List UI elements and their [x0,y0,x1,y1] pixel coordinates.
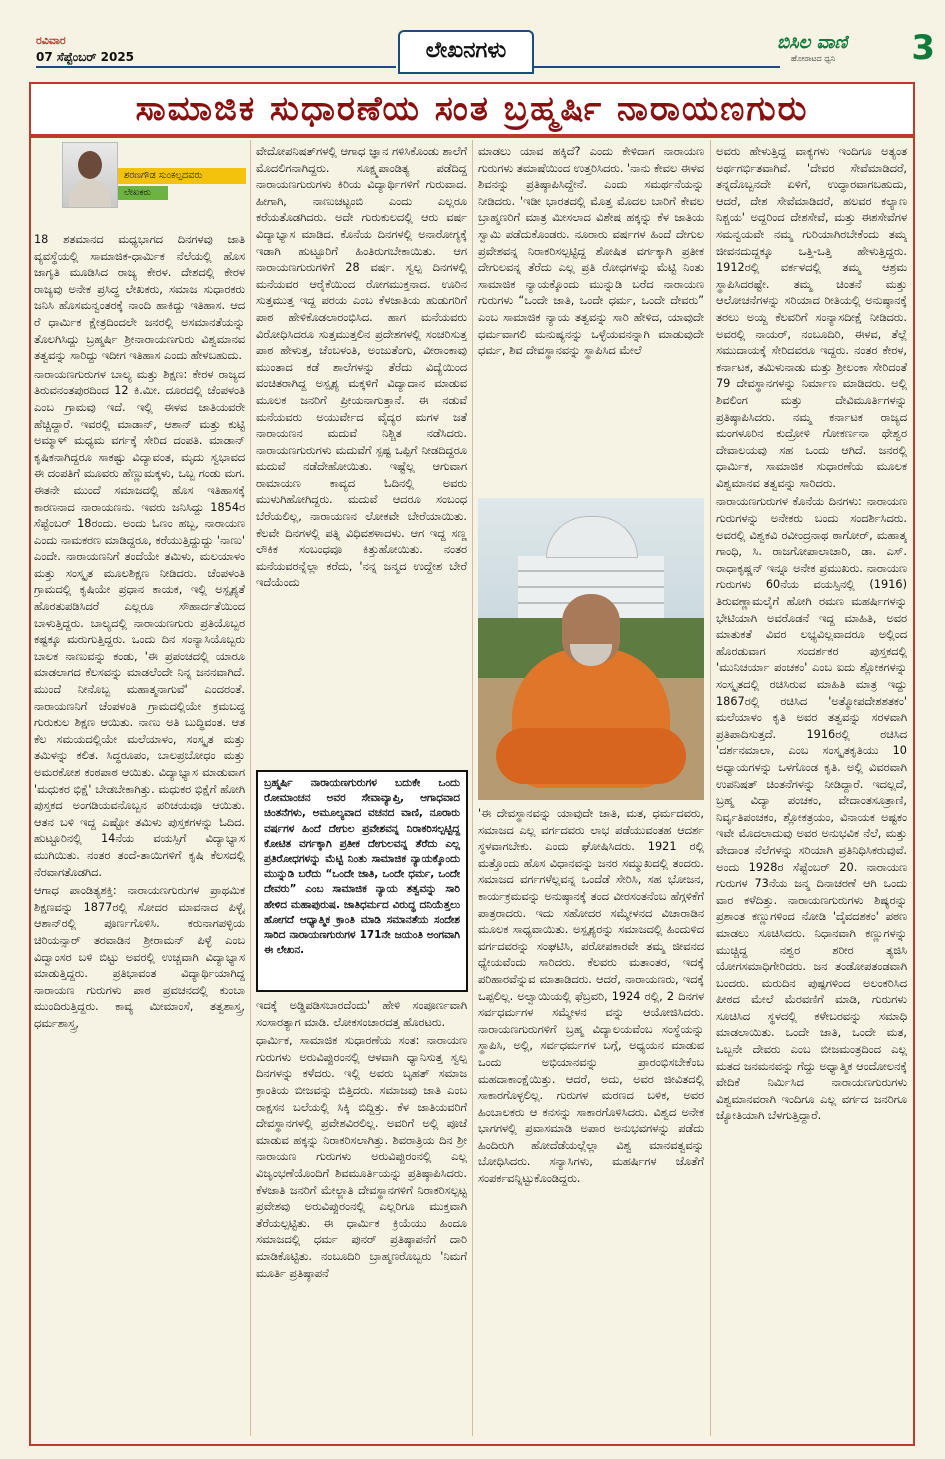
pull-quote: ಬ್ರಹ್ಮರ್ಷಿ ನಾರಾಯಣಗುರುಗಳ ಬದುಕೇ ಒಂದು ರೋಮಾಂಚನ ಅವರ ಸೇವಾವ್ಯಾಪ್ತಿ, ಆಗಾಧವಾದ ಚಿಂತನೆಗಳು, ಅಮೂಲ್ಯವಾದ ವಚನದ ವಾಣಿ, ನೂರಾರು ವರ್ಷಗಳ ಹಿಂದೆ ದೇಗುಲ ಪ್ರವೇಶವನ್ನ ನಿರಾಕರಿಸಲ್ಪಟ್ಟಿದ್ದ ಕೋಟಿತ ವರ್ಗಕ್ಕಾಗಿ ಪ್ರತೀಕ ದೇಗುಲವನ್ನ ತೆರೆದು ಎಲ್ಲ ಪ್ರತಿರೋಧಗಳನ್ನು ಮೆಟ್ಟಿ ನಿಂತು ಸಾಮಾಜಿಕ ನ್ಯಾಯಕ್ಕೊಂದು ಮುನ್ನುಡಿ ಬರೆದು “ಒಂದೇ ಜಾತಿ, ಒಂದೇ ಧರ್ಮ, ಒಂದೇ ದೇವರು” ಎಂಬ ಸಾಮಾಜಿಕ ನ್ಯಾಯ ತತ್ವವನ್ನು ಸಾರಿ ಹೇಳಿದ ಮಹಾಪುರುಷ. ಜಾತಿಧರ್ಮದ ವಿರುದ್ಧ ದನಿಯೆತ್ತಲು ಹೋಗದೆ ಆಧ್ಯಾತ್ಮಿಕ ಕ್ರಾಂತಿ ಮಾಡಿ ಸಮಾನತೆಯ ಸಂದೇಶ ಸಾರಿದ ನಾರಾಯಣಗುರುಗಳ 171ನೇ ಜಯಂತಿ ಅಂಗವಾಗಿ ಈ ಲೇಖನ. [256,770,468,992]
brand-logo [777,30,935,70]
paragraph: ನಾರಾಯಣಗುರುಗಳ ಬಾಲ್ಯ ಮತ್ತು ಶಿಕ್ಷಣ: ಕೇರಳ ರಾಜ್ಯದ ತಿರುವನಂತಪುರದಿಂದ 12 ಕಿ.ಮೀ. ದೂರದಲ್ಲಿ ಚೆಂಪಳಂತಿ ಎಂಬ ಗ್ರಾಮವು ಇದೆ. ಇಲ್ಲಿ ಈಳವ ಜಾತಿಯವರೇ ಹೆಚ್ಚಿದ್ದಾರೆ. ಇವರಲ್ಲಿ ಮಾಡಾನ್, ಆಶಾನ್ ಮತ್ತು ಕುಟ್ಟಿ ಅಮ್ಮಾಳ್ ಮಧ್ಯಮ ವರ್ಗಕ್ಕೆ ಸೇರಿದ ದಂಪತಿ. ಮಾಡಾನ್ ಕೃಷಿಕನಾಗಿದ್ದರೂ ಸಾಕಷ್ಟು ವಿದ್ಯಾವಂತ, ಮೃದು ಸ್ವಭಾವದ ಈ ದಂಪತಿಗೆ ಮೂವರು ಹೆಣ್ಣುಮಕ್ಕಳು, ಒಬ್ಬ ಗಂಡು ಮಗ. ಈತನೇ ಮುಂದೆ ಸಮಾಜದಲ್ಲಿ ಹೊಸ ಇತಿಹಾಸಕ್ಕೆ ಕಾರಣನಾದ ನಾರಾಯಣನು. ಇವರು ಜನಿಸಿದ್ದು 1854ರ ಸೆಪ್ಟೆಂಬರ್ 18ರಂದು. ಅಂದು ಓಣಂ ಹಬ್ಬ, ನಾರಾಯಣ ಎಂದು ನಾಮಕರಣ ಮಾಡಿದ್ದರೂ, ಕರೆಯುತ್ತಿದ್ದುದ್ದು 'ನಾಣು' ಎಂದೇ. ನಾರಾಯಣನಿಗೆ ತಂದೆಯೇ ತಮಿಳು, ಮಲಯಾಳಂ ಮತ್ತು ಸಂಸ್ಕೃತ ಮೂಲಶಿಕ್ಷಣ ನೀಡಿದರು. ಚೆಂಪಳಂತಿ ಗ್ರಾಮದಲ್ಲಿ ಕೃಷಿಯೇ ಪ್ರಧಾನ ಕಾಯಕ, ಇಲ್ಲಿ ಅಸ್ಪೃಶ್ಯತೆ ಹೊರತುಪಡಿಸಿದರೆ ಎಲ್ಲರೂ ಸೌಹಾರ್ದತೆಯಿಂದ ಬಾಳುತ್ತಿದ್ದರು. ಬಾಲ್ಯದಲ್ಲಿ ನಾರಾಯಣಗುರು ಪ್ರತಿಯೊಬ್ಬರ ಕಷ್ಟಕ್ಕೂ ಮರುಗುತ್ತಿದ್ದರು. ಒಂದು ದಿನ ಸಂನ್ಯಾಸಿಯೊಬ್ಬರು ಬಾಲಕ ನಾಣುವನ್ನು ಕಂಡು, 'ಈ ಪ್ರಪಂಚದಲ್ಲಿ ಯಾರೂ ಮಾಡಲಾಗದ ಕೆಲಸವನ್ನು ಮಾಡಲೆಂದೇ ನಿನ್ನ ಜನನವಾಗಿದೆ. ಮುಂದೆ ನೀನೊಬ್ಬ ಮಹಾತ್ಮನಾಗುವೆ' ಎಂದರಂತೆ. ನಾರಾಯಣನಿಗೆ ಚೆಂಪಳಂತಿ ಗ್ರಾಮದಲ್ಲಿಯೇ ಕ್ರಮಬದ್ಧ ಗುರುಕುಲ ಶಿಕ್ಷಣ ಆಯಿತು. ನಾಣು ಅತಿ ಬುದ್ಧಿವಂತ. ಆತ ಕೆಲ ಸಮಯದಲ್ಲಿಯೇ ಮಲೆಯಾಳಂ, ಸಂಸ್ಕೃತ ಮತ್ತು ತಮಿಳನ್ನು ಕಲಿತ. ಸಿದ್ಧರೂಪಂ, ಬಾಲಪ್ರಬೋಧಂ ಮತ್ತು ಅಮರಕೋಶ ಕಂಠಪಾಠ ಆಯಿತು. ವಿದ್ಯಾಭ್ಯಾಸ ಮಾಡುವಾಗ 'ಮಧುಕರ ಭಿಕ್ಷೆ' ಬೇಡಬೇಕಾಗಿತ್ತು. ಮಧುಕರ ಭಿಕ್ಷೆಗೆ ಹೋಗಿ ಪುಸ್ತಕದ ಅಂಗಡಿಯವನೊಬ್ಬನ ಪರಿಚಯವೂ ಆಯಿತು. ಆತನ ಬಳಿ ಇದ್ದ ಎಷ್ಟೋ ತಮಿಳು ಪುಸ್ತಕಗಳನ್ನು ಓದಿದ. ಹುಟ್ಟೂರಿನಲ್ಲಿ 14ನೆಯ ವಯಸ್ಸಿಗೆ ವಿದ್ಯಾಭ್ಯಾಸ ಮುಗಿಯಿತು. ನಂತರ ತಂದೆ-ತಾಯಿಗಳಿಗೆ ಕೃಷಿ ಕೆಲಸದಲ್ಲಿ ನೆರವಾಗತೊಡಗಿದ. [34,367,245,879]
header-day: ರವಿವಾರ [36,34,66,47]
column-divider [250,140,251,1436]
author-role: ಲೇಖಕರು [118,186,168,200]
paragraph: ಇದಕ್ಕೆ ಅಡ್ಡಿಪಡಿಸಬಾರದೆಂದು' ಹೇಳಿ ಸಂಪೂರ್ಣವಾಗಿ ಸಂಸಾರತ್ಯಾಗ ಮಾಡಿ. ಲೋಕಸಂಚಾರದತ್ತ ಹೊರಟರು. [256,999,467,1029]
header-rule [36,66,396,68]
paragraph: ಅವರು ಹೇಳುತ್ತಿದ್ದ ವಾಕ್ಯಗಳು ಇಂದಿಗೂ ಅತ್ಯಂತ ಅರ್ಥಗರ್ಭಿತವಾಗಿವೆ. 'ದೇವರ ಸೇವೆಮಾಡಿದರೆ, ತನ್ನದೊಬ್ಬನದೇ ಏಳಿಗೆ, ಉದ್ಧಾರವಾಗಬಹುದು, ಆದರೆ, ದೇಶ ಸೇವೆಮಾಡಿದರೆ, ಹಲವರ ಕಲ್ಯಾಣ ನಿಶ್ಚಯ' ಅದ್ದರಿಂದ ದೇಶಸೇವೆ, ಮತ್ತು ಈಶಸೇವೆಗಳ ಸಮನ್ವಯವೇ ನಮ್ಮ ಗುರಿಯಾಗಿರಬೇಕೆಂದು ತಮ್ಮ ಜೀವನದುದ್ದಕ್ಕೂ ಒತ್ತಿ-ಒತ್ತಿ ಹೇಳುತ್ತಿದ್ದರು. 1912ರಲ್ಲಿ ವರ್ಕಳದಲ್ಲಿ ತಮ್ಮ ಆಶ್ರಮ ಸ್ಥಾಪಿಸಿದರಷ್ಟೇ. ತಮ್ಮ ಚಿಂತನೆ ಮತ್ತು ಆಲೋಚನೆಗಳನ್ನು ಸರಿಯಾದ ರೀತಿಯಲ್ಲಿ ಅನುಷ್ಠಾನಕ್ಕೆ ತರಲು ಅಯ್ದ ಕೆಲವರಿಗೆ ಸಂನ್ಯಾಸದೀಕ್ಷೆ ನೀಡಿದರು. ಅವರಲ್ಲಿ ನಾಯರ್, ನಂಬೂದಿರಿ, ಈಳವ, ತೆಲ್ಲೆ ಸಮುದಾಯಕ್ಕೆ ಸೇರಿದವರೂ ಇದ್ದರು. ನಂತರ ಕೇರಳ, ಕರ್ನಾಟಕ, ತಮಿಳುನಾಡು ಮತ್ತು ಶ್ರೀಲಂಕಾ ಸೇರಿದಂತೆ 79 ದೇವಸ್ಥಾನಗಳನ್ನು ನಿರ್ಮಾಣ ಮಾಡಿದರು. ಅಲ್ಲಿ ಶಿವಲಿಂಗ ಮತ್ತು ದೇವಿಮೂರ್ತಿಗಳನ್ನು ಪ್ರತಿಷ್ಠಾಪಿಸಿದರು. ನಮ್ಮ ಕರ್ನಾಟಕ ರಾಜ್ಯದ ಮಂಗಳೂರಿನ ಕುದ್ರೋಳಿ ಗೋಕರ್ಣನಾ ಥೇಶ್ವರ ದೇವಾಲಯವು ಸಹ ಒಂದು ಆಗಿದೆ. ಜನರಲ್ಲಿ ಧಾರ್ಮಿಕ, ಸಾಮಾಜಿಕ ಸುಧಾರಣೆಯ ಮೂಲಕ ವಿಶ್ವಮಾನವ ತತ್ವವನ್ನು ಸಾರಿದರು. [716,145,907,490]
article-column-1 [34,232,245,1437]
header-date: 07 ಸೆಪ್ಟೆಂಬರ್ 2025 [36,50,135,64]
author-name: ಶರಣಗೌಡ ಸುಂಕಲ್ಪದವರು [118,168,246,184]
author-photo-body [69,179,111,208]
brand-tagline: ಹೋರಾಟದ ಧ್ವನಿ [791,54,836,63]
article-column-2b [256,998,467,1436]
brand-name: ಬಿಸಿಲ ವಾಣಿ [777,32,848,53]
paragraph: ಆಗಾಧ ಪಾಂಡಿತ್ಯಶಕ್ತಿ: ನಾರಾಯಣಗುರುಗಳ ಪ್ರಾಥಮಿಕ ಶಿಕ್ಷಣವನ್ನು 1877ರಲ್ಲಿ ಸೋದರ ಮಾವನಾದ ಪಿಳ್ಳೈ ಆಶಾನ್‌ರಲ್ಲಿ ಪೂರ್ಣಗೊಳಿಸಿ. ಕರುನಾಗಪಳ್ಳಿಯ ಚಿರಿಯನ್ಸಾರ್ ತರವಾಡಿನ ಶ್ರೀರಾಮನ್ ಪಿಳ್ಳೆ ಎಂಬ ವಿದ್ವಾಂಸರ ಬಳಿ ಬಿಟ್ಟು ಅವರಲ್ಲಿ ಉಚ್ಚವಾಗಿ ವಿದ್ಯಾಭ್ಯಾಸ ಮಾಡುತ್ತಿದ್ದರು. ಪ್ರತಿಭಾವಂತ ವಿದ್ಯಾರ್ಥಿಯಾಗಿದ್ದ ನಾರಾಯಣ ಗುರುಗಳು ಪಾಠ ಪ್ರವಚನದಲ್ಲಿ ಕುಂಬಾ ಮುಂದಿರುತ್ತಿದ್ದರು. ಕಾವ್ಯ ಮೀಮಾಂಸೆ, ತತ್ವಶಾಸ್ತ್ರ, ಧರ್ಮಶಾಸ್ತ್ರ, [34,884,245,1030]
section-tab: ಲೇಖನಗಳು [398,30,534,74]
paragraph: ವೇದೋಪನಿಷತ್‌ಗಳಲ್ಲಿ ಆಗಾಧ ಜ್ಞಾನ ಗಳಿಸಿಕೊಂಡು ಶಾಲೆಗೆ ಮೊದಲಿಗನಾಗಿದ್ದರು. ಸೂಕ್ಷ್ಮಪಾಂಡಿತ್ಯ ಪಡೆದಿದ್ದ ನಾರಾಯಣಗುರುಗಳು ಕಿರಿಯ ವಿದ್ಯಾರ್ಥಿಗಳಿಗೆ ಗುರುವಾದ. ಹೀಗಾಗಿ, ನಾಣುಚಟ್ಟಂಬಿ ಎಂದು ಎಲ್ಲರೂ ಕರೆಯತೊಡಗಿದರು. ಅದೇ ಗುರುಕುಲದಲ್ಲಿ ಆರು ವರ್ಷ ವಿದ್ಯಾಭ್ಯಾಸ ಮಾಡಿದ. ಕೊನೆಯ ದಿನಗಳಲ್ಲಿ ಅನಾರೋಗ್ಯಕ್ಕೆ ಇಡಾಗಿ ಹುಟ್ಟೂರಿಗೆ ಹಿಂತಿರುಗಬೇಕಾಯಿತು. ಆಗ ನಾರಾಯಣಗುರುಗಳಿಗೆ 28 ವರ್ಷ. ಸ್ವಲ್ಪ ದಿನಗಳಲ್ಲಿ ಮನೆಯವರ ಆರೈಕೆಯಿಂದ ರೋಗಮುಕ್ತನಾದ. ಊರಿನ ಸುತ್ತಮುತ್ತ ಇದ್ದ ಪರಯ ಎಂಬ ಕೆಳಜಾತಿಯ ಹುಡುಗರಿಗೆ ಪಾಠ ಹೇಳಿಕೊಡಲಾರಂಭಿಸಿದ. ಹಾಗ ಮನೆಯವರು ವಿರೋಧಿಸಿದರೂ ಸುತ್ತಮುತ್ತಲಿನ ಪ್ರದೇಶಗಳಲ್ಲಿ ಸಂಚರಿಸುತ್ತ ಪಾಠ ಹೇಳುತ್ತ, ಚೆಂಬಳಂತಿ, ಅಂಜುತೆಂಗು, ವೀರಾಂಕಾವು ಮುಂತಾದ ಕಡೆ ಶಾಲೆಗಳನ್ನು ತೆರೆದು ವಿದ್ಯೆಯಿಂದ ವಂಚಿತರಾಗಿದ್ದ ಅಸ್ಪೃಶ್ಯ ಮಕ್ಕಳಿಗೆ ವಿದ್ಯಾದಾನ ಮಾಡುವ ಮೂಲಕ ಜನರಿಗೆ ಪ್ರೀಯನಾಗುತ್ತಾನೆ. ಈ ನಡುವೆ ಮನೆಯವರು ಅಯುರ್ವೇದ ವೈದ್ಯರ ಮಗಳ ಜತೆ ನಾರಾಯಣನ ಮದುವೆ ನಿಶ್ಚಿತ ನಡೆಸಿದರು. ನಾರಾಯಣಗುರುಗಳು ಮದುವೆಗೆ ಸ್ಪಷ್ಟ ಒಪ್ಪಿಗೆ ನೀಡದಿದ್ದರೂ ಮದುವೆ ನಡೆದೇಹೋಯಿತು. ಇಷ್ಟೆಲ್ಲ ಆಗುವಾಗ ರಾಮಾಯಣ ಕಾವ್ಯದ ಓದಿನಲ್ಲಿ ಅವರು ಮುಳುಗಿಹೋಗಿದ್ದರು. ಮದುವೆ ಆದರೂ ಸಂಬಂಧ ಬೆರೆಯಲಿಲ್ಲ, ನಾರಾಯಣನ ಲೋಕವೇ ಬೇರೆಯಾಯಿತು. ಕೆಲವೇ ದಿನಗಳಲ್ಲಿ ಪತ್ನಿ ವಿಧಿವಶಳಾದಳು. ಆಗ ಇದ್ದ ಸಣ್ಣ ಲೌಕಿಕ ಸಂಬಂಧವೂ ಕಿತ್ತುಹೋಯಿತು. ನಂತರ ಮನೆಯವರನ್ನೆಲ್ಲಾ ಕರೆದು, 'ನನ್ನ ಜನ್ಮದ ಉದ್ದೇಶ ಬೇರೆ ಇದೆಯೆಂದು [256,145,467,590]
paragraph: ಧಾರ್ಮಿಕ, ಸಾಮಾಜಿಕ ಸುಧಾರಣೆಯ ಸಂತ: ನಾರಾಯಣ ಗುರುಗಳು ಅರುವಿಪ್ಪುರಂನಲ್ಲಿ ಆಳವಾಗಿ ಧ್ಯಾನಿಸುತ್ತ ಸ್ವಲ್ಪ ದಿನಗಳನ್ನು ಕಳೆದರು. ಇಲ್ಲಿ ಅವರು ಬೃಹತ್ ಸಮಾಜ ಕ್ರಾಂತಿಯ ಬೀಜವನ್ನು ಬಿತ್ತಿದರು. ಸಮಾಜವು ಜಾತಿ ಎಂಬ ರಾಕ್ಷಸನ ಬಲೆಯಲ್ಲಿ ಸಿಕ್ಕಿ ಬಿದ್ದಿತ್ತು. ಕೆಳ ಜಾತಿಯವರಿಗೆ ದೇವಸ್ಥಾನಗಳಲ್ಲಿ ಪ್ರವೇಶವಿರಲಿಲ್ಲ. ಅವರಿಗೆ ಅಲ್ಲಿ ಪೂಜೆ ಮಾಡುವ ಹಕ್ಕನ್ನು ನಿರಾಕರಿಸಲಾಗಿತ್ತು. ಶಿವರಾತ್ರಿಯ ದಿನ ಶ್ರೀ ನಾರಾಯಣ ಗುರುಗಳು ಅರುವಿಪ್ಪುರಂನಲ್ಲಿ ಎಲ್ಲ ವಿಜೃಂಭಣೆಯೊಂದಿಗೆ ಶಿವಮೂರ್ತಿಯನ್ನು ಪ್ರತಿಷ್ಠಾಪಿಸಿದರು. ಕೆಳಜಾತಿ ಜನರಿಗೆ ಮೇಲ್ಜಾತಿ ದೇವಸ್ಥಾನಗಳಿಗೆ ನಿರಾಕರಿಸಲ್ಪಟ್ಟ ಪ್ರವೇಶವು ಅರುವಿಪ್ಪುರಂನಲ್ಲಿ ಎಲ್ಲರಿಗೂ ಮುಕ್ತವಾಗಿ ತೆರೆಯಲ್ಪಟ್ಟಿತು. ಈ ಧಾರ್ಮಿಕ ಕ್ರಿಯೆಯು ಹಿಂದೂ ಸಮಾಜದಲ್ಲಿ ಧರ್ಮ ಪುನರ್ ಪ್ರತಿಷ್ಠಾಪನೆಗೆ ದಾರಿ ಮಾಡಿಕೊಟ್ಟಿತು. ನಂಬೂದಿರಿ ಬ್ರಾಹ್ಮಣರೊಬ್ಬರು 'ನಿಮಗೆ ಮೂರ್ತಿ ಪ್ರತಿಷ್ಠಾಪನೆ [256,1034,467,1280]
header-rule [530,66,780,68]
author-photo [62,142,118,208]
headline-box [29,82,915,136]
paragraph: 18 ಶತಮಾನದ ಮಧ್ಯಭಾಗದ ದಿನಗಳವು ಜಾತಿ ವ್ಯವಸ್ಥೆಯಲ್ಲಿ ಸಾಮಾಜಿಕ-ಧಾರ್ಮಿಕ ನೆಲೆಯಲ್ಲಿ ಹೊಸ ಜಾಗೃತಿ ಮೂಡಿಸಿದ ರಾಜ್ಯ ಕೇರಳ. ದೇಶದಲ್ಲಿ ಕೇರಳ ರಾಜ್ಯವು ಅನೇಕ ಪ್ರಸಿದ್ಧ ಲೇಖಕರು, ಸಮಾಜ ಸುಧಾರಕರು ಜನಿಸಿ ಹೊಸಮನ್ವಂತರಕ್ಕೆ ನಾಂದಿ ಹಾಕಿದ್ದು ಇತಿಹಾಸ. ಆದ ರೆ ಧಾರ್ಮಿಕ ಕ್ಷೇತ್ರದಿಂದಲೇ ಜನರಲ್ಲಿ ಅಸಮಾನತೆಯನ್ನು ತೊಲಗಿಸಿದ್ದು ಬ್ರಹ್ಮರ್ಷಿ ಶ್ರೀನಾರಾಯಣಗುರು ವಿಶ್ವಮಾನವ ತತ್ವವನ್ನು ಸಾರಿದ್ದು ಇದೀಗ ಇತಿಹಾಸ ಎಂದು ಹೇಳಬಹುದು. [34,233,245,363]
column-divider [710,140,711,1436]
page-header [0,0,945,78]
headline: ಸಾಮಾಜಿಕ ಸುಧಾರಣೆಯ ಸಂತ ಬ್ರಹ್ಮರ್ಷಿ ನಾರಾಯಣಗುರು [135,89,809,129]
article-column-2 [256,144,467,766]
paragraph: ಮಾಡಲು ಯಾವ ಹಕ್ಕಿದೆ? ಎಂದು ಕೇಳಿದಾಗ ನಾರಾಯಣ ಗುರುಗಳು ತಮಾಷೆಯಿಂದ ಉತ್ತರಿಸಿದರು. 'ನಾನು ಕೇವಲ ಈಳವ ಶಿವನನ್ನು ಪ್ರತಿಷ್ಠಾಪಿಸಿದ್ದೇನೆ. ಎಂದು ಸಮರ್ಥನೆಯನ್ನು ನೀಡಿದರು. 'ಇಡೀ ಭಾರತದಲ್ಲಿ ಮೊತ್ತ ಮೊದಲ ಬಾರಿಗೆ ಕೇವಲ ಬ್ರಾಹ್ಮಣರಿಗೆ ಮಾತ್ರ ಮೀಸಲಾದ ವಿಶೇಷ ಹಕ್ಕನ್ನು ಕೆಳ ಜಾತಿಯ ಸ್ವಾಮಿ ಪಡೆದುಕೊಂಡರು. ನೂರಾರು ವರ್ಷಗಳ ಹಿಂದೆ ದೇಗುಲ ಪ್ರವೇಶವನ್ನ ನಿರಾಕರಿಸಲ್ಪಟ್ಟಿದ್ದ ಶೋಷಿತ ವರ್ಗಕ್ಕಾಗಿ ಪ್ರತೀಕ ದೇಗುಲವನ್ನ ತೆರೆದು ಎಲ್ಲ ಪ್ರತಿ ರೋಧಗಳನ್ನು ಮೆಟ್ಟಿ ನಿಂತು ಸಾಮಾಜಿಕ ನ್ಯಾಯಕ್ಕೊಂದು ಮುನ್ನುಡಿ ಬರೆದ ನಾರಾಯಣ ಗುರುಗಳು “ಒಂದೇ ಜಾತಿ, ಒಂದೇ ಧರ್ಮ, ಒಂದೇ ದೇವರು” ಎಂಬ ಸಾಮಾಜಿಕ ನ್ಯಾಯ ತತ್ವವನ್ನು ಸಾರಿ ಹೇಳಿದ, ಯಾವುದೇ ಧರ್ಮವಾಗಲಿ ಮನುಷ್ಯನನ್ನು ಒಳ್ಳೆಯವನನ್ನಾಗಿ ಮಾಡುವುದೇ ಧರ್ಮ, ಶಿವ ದೇವಸ್ಥಾನವನ್ನು ಸ್ಥಾಪಿಸಿದ ಮೇಲೆ [478,145,704,358]
photo-lap [496,728,686,784]
column-divider [472,140,473,1436]
author-photo-head [78,151,102,179]
paragraph: 'ಈ ದೇವಸ್ಥಾನವನ್ನು ಯಾವುದೇ ಜಾತಿ, ಮತ, ಧರ್ಮದವರು, ಸಮಾಜದ ಎಲ್ಲ ವರ್ಗದವರು ಲಾಭ ಪಡೆಯುವಂತಹ ಆದರ್ಶ ಸ್ಥಳವಾಗಬೇಕು. ಎಂದು ಘೋಷಿಸಿದರು. 1921 ರಲ್ಲಿ ಮತ್ತೊಂದು ಹೊಸ ವಿಧಾನವನ್ನು ಜನರ ಸಮ್ಮುಖದಲ್ಲಿ ತಂದರು. ಸಮಾಜದ ವರ್ಗಗಳೆಲ್ಲವನ್ನ ಒಂದೆಡೆ ಸೇರಿಸಿ, ಸಹ ಭೋಜನ, ಕಾರ್ಯಕ್ರಮವನ್ನು ಅನುಷ್ಠಾನಕ್ಕೆ ತಂದ ವೀರಸಂತನೆಂಬ ಹೆಗ್ಗಳಿಕೆಗೆ ಪಾತ್ರರಾದರು. ಇದು ಸಹೋದರ ಸಮ್ಮೇಳನದ ವಿಚಾರಾಡಿನ ಮೂಲಕ ಸಾಧ್ಯವಾಯಿತು. ಅಸ್ಪೃಶ್ಯರನ್ನು ಸಮಾಜದಲ್ಲಿ ಹಿಂದುಳಿದ ವರ್ಗದವರನ್ನು ಸಂಘಟಿಸಿ, ಪರೋಪಕಾರವೇ ತಮ್ಮ ಜೀವನದ ಧ್ಯೇಯವೆಂದು ಸಾರಿದರು. ಕೆಲವರು ಮತಾಂತರ, ಇದಕ್ಕೆ ಪರಿಹಾರವೆನ್ನುವ ಮಾತಾಡಿದರು. ಆದರೆ, ನಾರಾಯಣರು, ಇದಕ್ಕೆ ಒಪ್ಪಲಿಲ್ಲ. ಅಲ್ವಾಯಿಯಲ್ಲಿ ಫೆಬ್ರವರಿ, 1924 ರಲ್ಲಿ, 2 ದಿನಗಳ ಸರ್ವಧರ್ಮಗಳ ಸಮ್ಮೇಳನ ವನ್ನು ಆಯೋಜಿಸಿದರು. ನಾರಾಯಣಗುರುಗಳಿಗೆ ಬ್ರಹ್ಮ ವಿದ್ಯಾಲಯವೆಂಬ ಸಂಸ್ಥೆಯನ್ನು ಸ್ಥಾಪಿಸಿ, ಅಲ್ಲಿ, ಸರ್ವಧರ್ಮಗಳ ಬಗ್ಗೆ, ಅಧ್ಯಯನ ಮಾಡುವ ಒಂದು ಅಭಿಯಾನವನ್ನು ಪ್ರಾರಂಭಿಸಬೇಕೆಂಬ ಮಹದಾಕಾಂಕ್ಷೆಯಿತ್ತು. ಆದರೆ, ಅದು, ಅವರ ಜೀವಿತದಲ್ಲಿ ಸಾಕಾರಗೊಳ್ಳಲಿಲ್ಲ. ಗುರುಗಳ ಮರಣದ ಬಳಿಕ, ಅವರ ಹಿಂಬಾಲಕರು ಆ ಕನಸನ್ನು ಸಾಕಾರಗೊಳಿಸಿದರು. ವಿಶ್ವದ ಅನೇಕ ಭಾಗಗಳಲ್ಲಿ ಪ್ರವಾಸಮಾಡಿ ಅಪಾರ ಅನುಭವಗಳನ್ನು ಪಡೆದು ಹಿಂದಿರುಗಿ ಹೋದೆಡೆಯಲ್ಲೆಲ್ಲಾ ವಿಶ್ವ ಮಾನವತ್ವವನ್ನು ಬೋಧಿಸಿದರು. ಸನ್ಯಾಸಿಗಳು, ಮಹರ್ಷಿಗಳ ಜೊತೆಗೆ ಸಂಪರ್ಕವನ್ನಿಟ್ಟುಕೊಂಡಿದ್ದರು. [478,807,704,1186]
guru-photo [478,498,704,800]
article-column-3 [478,144,704,494]
page-number: 3 [911,28,935,68]
article-column-4 [716,144,907,1436]
byline [38,140,246,210]
paragraph: ನಾರಾಯಣಗುರುಗಳ ಕೊನೆಯ ದಿನಗಳು: ನಾರಾಯಣ ಗುರುಗಳನ್ನು ಅನೇಕರು ಬಂದು ಸಂದರ್ಶಿಸಿದರು. ಅವರಲ್ಲಿ ವಿಶ್ವಕವಿ ರವೀಂದ್ರನಾಥ ಠಾಗೋರ್, ಮಹಾತ್ಮ ಗಾಂಧಿ, ಸಿ. ರಾಜಗೋಪಾಲಾಚಾರಿ, ಡಾ. ಎಸ್. ರಾಧಾಕೃಷ್ಣನ್ ಇನ್ನೂ ಅನೇಕ ಪ್ರಮುಖರು. ನಾರಾಯಣ ಗುರುಗಳು 60ನೆಯ ವಯಸ್ಸಿನಲ್ಲಿ (1916) ತಿರುವಣ್ಣಾಮಲೈಗೆ ಹೋಗಿ ರಮಣ ಮಹರ್ಷಿಗಳನ್ನು ಭೇಟಿಯಾಗಿ ಅವರೊಡನೆ ಇದ್ದ ಮಾಹಿತಿ, ಅವರ ಮಾತುಕತೆ ವಿವರ ಲಭ್ಯವಿಲ್ಲವಾದರೂ ಅಲ್ಲಿಂದ ಹೊರಡುವಾಗ ಸಂದರ್ಶಕರ ಪುಸ್ತಕದಲ್ಲಿ 'ಮುನಿಚರ್ಯಾ ಪಂಚಕಂ' ಎಂಬ ಐದು ಶ್ಲೋಕಗಳನ್ನು ಸಂಸ್ಕೃತದಲ್ಲಿ ರಚಿಸಿರುವ ಮಾಹಿತಿ ಮಾತ್ರ ಇದ್ದು 1867ರಲ್ಲಿ ರಚಿಸಿದ 'ಅತ್ಮೋಪದೇಶಶತಕಂ' ಮಲೆಯಾಳಂ ಕೃತಿ ಅವರ ತತ್ವವನ್ನು ಸರಳವಾಗಿ ಪ್ರತಿಪಾದಿಸುತ್ತದೆ. 1916ರಲ್ಲಿ ರಚಿಸಿದ 'ದರ್ಶನಮಾಲಾ, ಎಂಬ ಸಂಸ್ಕೃತಕೃತಿಯು 10 ಅಧ್ಯಾಯಗಳನ್ನು ಒಳಗೊಂಡ ಕೃತಿ. ಅಲ್ಲಿ ವಿವರವಾಗಿ ಉಪನಿಷತ್ ಚಿಂತನೆಗಳನ್ನು ನೀಡಿದ್ದಾರೆ. ಇದಲ್ಲದೆ, ಬ್ರಹ್ಮ ವಿದ್ಯಾ ಪಂಚಕಂ, ವೇದಾಂತಸೂತ್ರಾಣಿ, ನಿರ್ವೃತಿಪಂಚಕಂ, ಶ್ಲೋಕತ್ರಯಂ, ವಿನಾಯಕ ಅಷ್ಟಕಂ ಇವೇ ಮೊದಲಾದುವು ಅವರ ಅನುಭವಿಕ ನೆಲೆ, ಮತ್ತು ವೇದಾಂತ ನೆಲೆಗಳನ್ನು ಸರಿಯಾಗಿ ಪ್ರತಿನಿಧಿಸಿಕರುವುವೆ. ಅಂದು 1928ರ ಸೆಪ್ಟೆಂಬರ್ 20. ನಾರಾಯಣ ಗುರುಗಳ 73ನೆಯ ಜನ್ಮ ದಿನಾಚರಣೆ ಆಗಿ ಒಂದು ವಾರ ಕಳೆದಿತ್ತು. ನಾರಾಯಣಗುರುಗಳು ಶಿಷ್ಯರನ್ನು ಪ್ರಶಾಂತ ಕಣ್ಣುಗಳಿಂದ ನೋಡಿ 'ದೈವದಶಕಂ' ಪಠಣ ಮಾಡಲು ಸೂಚಿಸಿದರು. ನಿಧಾನವಾಗಿ ಕಣ್ಣುಗಳನ್ನು ಮುಚ್ಚಿದ್ದ ನಶ್ವರ ಶರೀರ ತ್ಯಜಿಸಿ ಯೋಗಸಮಾಧಿಗೇರಿದರು. ಜನ ತಂಡೋಪತಂಡವಾಗಿ ಬಂದರು. ಮರುದಿನ ಪುಷ್ಪಗಳಿಂದ ಅಲಂಕರಿಸಿದ ಪೀಠದ ಮೇಲೆ ಮೆರವಣಿಗೆ ಮಾಡಿ, ಗುರುಗಳು ಸೂಚಿಸಿದ ಸ್ಥಳದಲ್ಲಿ ಕಳೇಬರವನ್ನು ಸಮಾಧಿ ಮಾಡಲಾಯಿತು. ಒಂದೇ ಜಾತಿ, ಒಂದೇ ಮತ, ಒಬ್ಬನೇ ದೇವರು ಎಂಬ ಬೀಜಮಂತ್ರದಿಂದ ಎಲ್ಲ ಮತದ ಜನಮನವನ್ನು ಗೆದ್ದು ಅಧ್ಯಾತ್ಮಿಕ ಆಂದೋಲನಕ್ಕೆ ವೇದಿಕೆ ನಿರ್ಮಿಸಿದ ನಾರಾಯಣಗುರುಗಳು ವಿಶ್ವಮಾನವರಾಗಿ ಇಂದಿಗೂ ಎಲ್ಲ ವರ್ಗದ ಜನರಿಗೂ ಜ್ಯೋತಿಯಾಗಿ ಬೆಳಗುತ್ತಿದ್ದಾರೆ. [716,495,907,1123]
article-column-3b [478,806,704,1436]
